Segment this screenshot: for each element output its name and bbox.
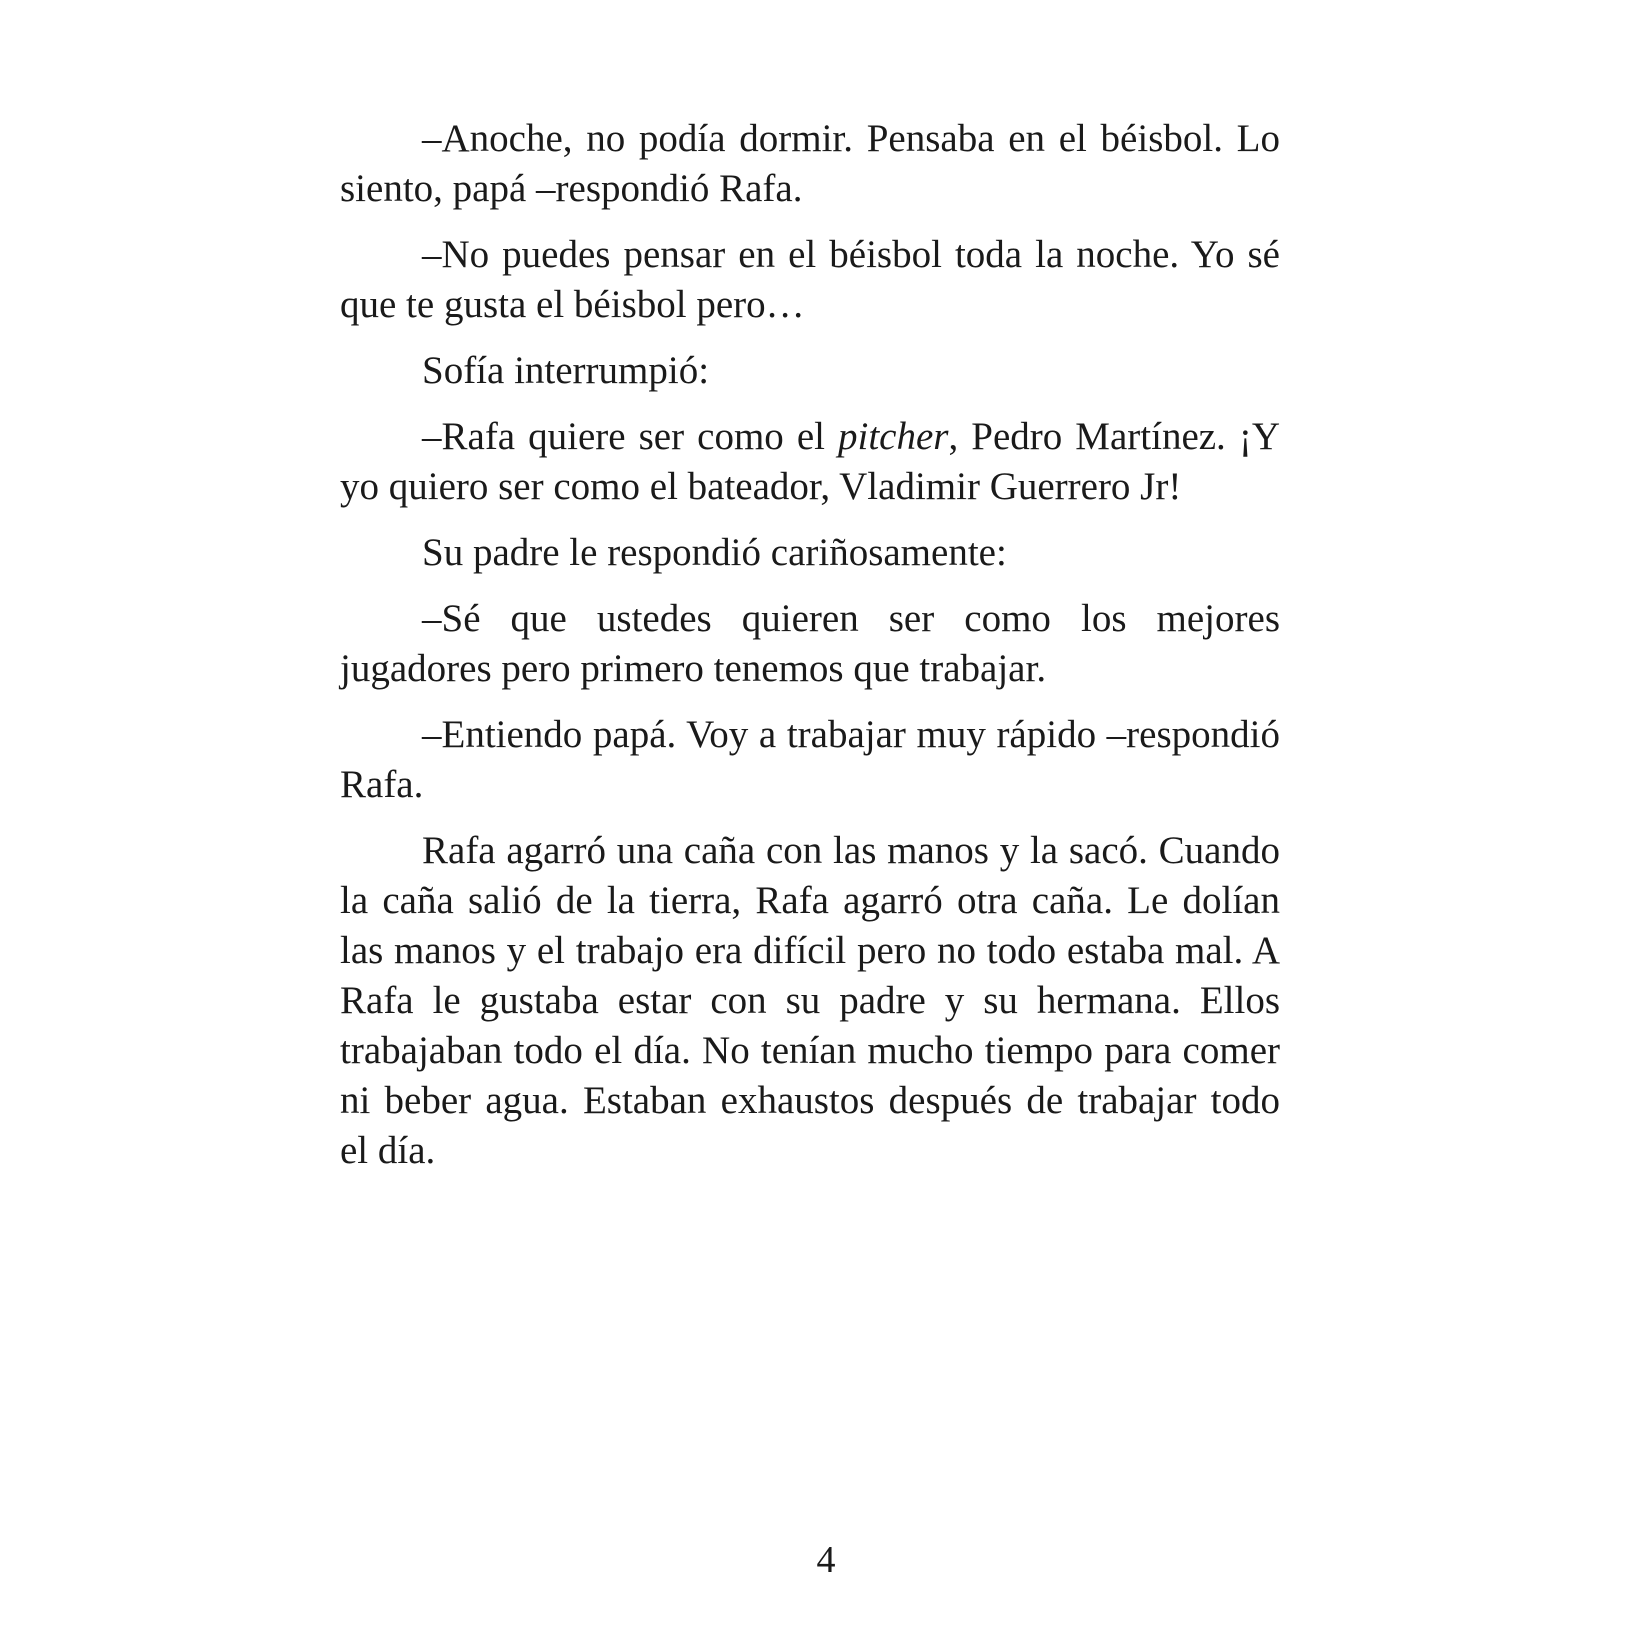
paragraph-6: –Sé que ustedes quieren ser como los mejores jugadores pero primero tenemos que trabajar.: [340, 597, 1280, 690]
paragraph-2: –No puedes pensar en el béisbol toda la noche. Yo sé que te gusta el béisbol pero…: [340, 233, 1280, 326]
paragraph-8: Rafa agarró una caña con las manos y la sacó. Cuando la caña salió de la tierra, Rafa agarró otra caña. Le dolían las manos y el trabajo era difícil pero no todo estaba mal. A Rafa le gustaba estar con su padre y su hermana. Ellos trabajaban todo el día. No tenían mucho tiempo para comer ni beber agua. Estaban exhaustos después de trabajar todo el día.: [340, 829, 1280, 1172]
paragraph-7: –Entiendo papá. Voy a trabajar muy rápido –respondió Rafa.: [340, 713, 1280, 806]
paragraph-4-italic-word: pitcher: [838, 415, 949, 458]
page-number: 4: [816, 1539, 836, 1581]
paragraph-5: Su padre le respondió cariñosamente:: [422, 531, 1007, 574]
paragraph-1: –Anoche, no podía dormir. Pensaba en el béisbol. Lo siento, papá –respondió Rafa.: [340, 117, 1280, 210]
body-text: [340, 114, 1280, 1192]
paragraph-4-before: –Rafa quiere ser como el: [422, 415, 839, 458]
paragraph-4: [340, 412, 1280, 512]
paragraph-4-after: , Pedro Martínez. ¡Y yo quiero ser como el bateador, Vladimir Guerrero Jr!: [340, 415, 1280, 508]
paragraph-3: Sofía interrumpió:: [422, 349, 710, 392]
